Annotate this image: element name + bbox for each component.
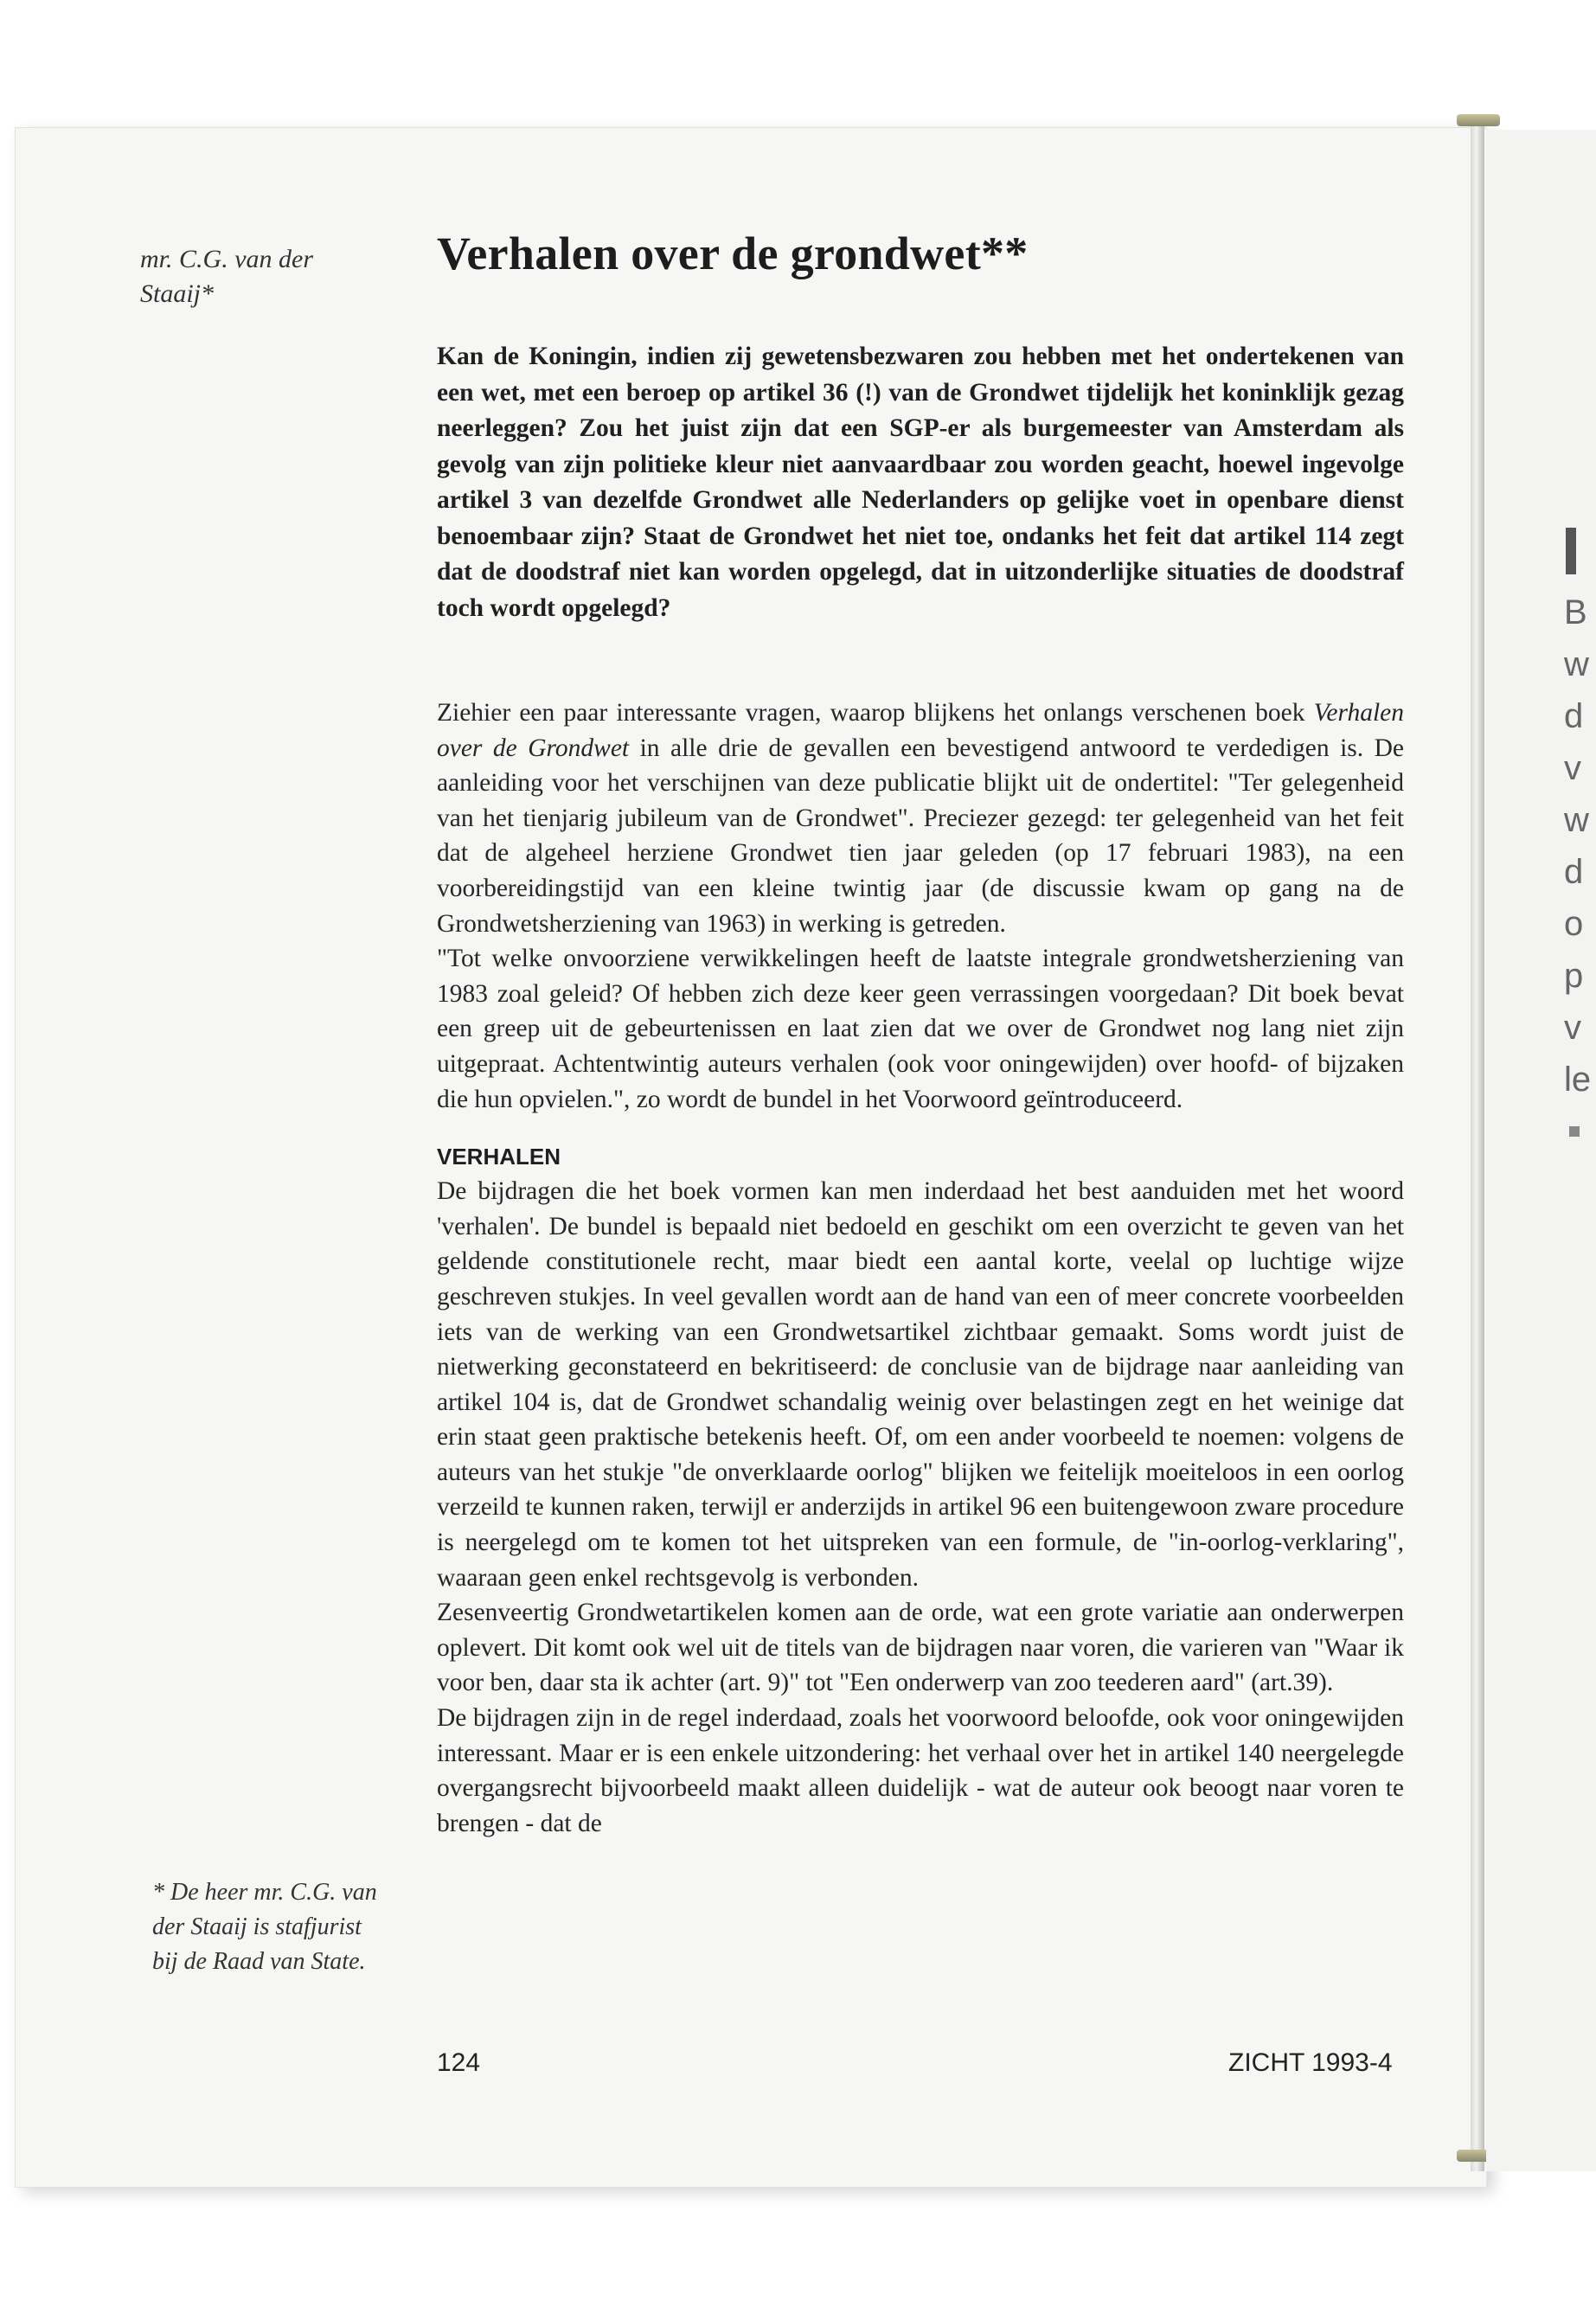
- binding-clip-top: [1457, 114, 1500, 126]
- paragraph-3: De bijdragen die het boek vormen kan men inderdaad het best aanduiden met het woord 'verhalen'. De bundel is bepaald niet bedoeld en geschikt om een overzicht te geven van het geldende constitutionele recht, maar biedt een aantal korte, veelal op luchtige wijze geschreven stukjes. In veel gevallen wordt aan de hand van een of meer concrete voorbeelden iets van de werking van een Grondwetsartikel zichtbaar gemaakt. Soms wordt juist de nietwerking geconstateerd en bekritiseerd: de conclusie van de bijdrage naar aanleiding van artikel 104 is, dat de Grondwet schandalig weinig over belastingen zegt en het weinige dat erin staat geen praktische betekenis heeft. Of, om een ander voorbeeld te noemen: volgens de auteurs van het stukje "de onverklaarde oorlog" blijken we feitelijk moeiteloos in een oorlog verzeild te kunnen raken, terwijl er anderzijds in artikel 96 een buitengewoon zware procedure is neergelegd om te komen tot het uitspreken van een formule, de "in-oorlog-verklaring", waaraan geen enkel rechtsgevolg is verbonden.: [437, 1177, 1404, 1592]
- paragraph-1: [437, 695, 1404, 941]
- section-heading: VERHALEN: [437, 1144, 561, 1170]
- adjacent-page-bar: [1566, 528, 1576, 574]
- adjacent-page-strip: [1486, 130, 1596, 2171]
- author-footnote: * De heer mr. C.G. van der Staaij is stafjurist bij de Raad van State.: [152, 1879, 377, 1975]
- author-byline: mr. C.G. van der Staaij*: [140, 245, 313, 308]
- section-gap: [437, 1117, 1404, 1139]
- journal-issue: ZICHT 1993-4: [1228, 2048, 1393, 2077]
- article-lede: Kan de Koningin, indien zij gewetensbezwaren zou hebben met het ondertekenen van een wet, met een beroep op artikel 36 (!) van de Grondwet tijdelijk het koninklijk gezag neerleggen? Zou het juist zijn dat een SGP-er als burgemeester van Amsterdam als gevolg van zijn politieke kleur niet aanvaardbaar zou worden geacht, hoewel ingevolge artikel 3 van dezelfde Grondwet alle Nederlanders op gelijke voet in openbare dienst benoembaar zijn? Staat de Grondwet het niet toe, ondanks het feit dat artikel 114 zegt dat de doodstraf niet kan worden opgelegd, dat in uitzonderlijke situaties de doodstraf toch wordt opgelegd?: [437, 343, 1404, 622]
- paragraph-2: "Tot welke onvoorziene verwikkelingen heeft de laatste integrale grondwetsherziening van 1983 zoal geleid? Of hebben zich deze keer geen verrassingen voorgedaan? Dit boek bevat een greep uit de gebeurtenissen en laat zien dat we over de Grondwet nog lang niet zijn uitgepraat. Achtentwintig auteurs verhalen (ook voor oningewijden) over hoofd- of bijzaken die hun opvielen.", zo wordt de bundel in het Voorwoord geïntroduceerd.: [437, 945, 1404, 1113]
- page-number: 124: [437, 2048, 481, 2077]
- book-title-italic: Verhalen over de Grondwet: [437, 699, 1404, 762]
- paragraph-4: Zesenveertig Grondwetartikelen komen aan de orde, wat een grote variatie aan onderwerpen oplevert. Dit komt ook wel uit de titels van de bijdragen naar voren, die varieren van "Waar ik voor ben, daar sta ik achter (art. 9)" tot "Een onderwerp van zoo teederen aard" (art.39).: [437, 1599, 1404, 1697]
- article-title: Verhalen over de grondwet**: [437, 228, 1029, 279]
- binding-spine: [1471, 121, 1484, 2171]
- article-body: [437, 695, 1404, 1841]
- adjacent-page-text: B w d v w d o p v le: [1564, 593, 1592, 1099]
- paragraph-1-start: Ziehier een paar interessante vragen, waarop blijkens het onlangs verschenen boek: [437, 699, 1314, 727]
- adjacent-page-end-mark: [1569, 1126, 1580, 1137]
- paragraph-1-end: in alle drie de gevallen een bevestigend antwoord te verdedigen is. De aanleiding voor het verschijnen van deze publicatie blijkt uit de ondertitel: "Ter gelegenheid van het tienjarig jubileum van de Grondwet". Preciezer gezegd: ter gelegenheid van het feit dat de algeheel herziene Grondwet tien jaar geleden (op 17 februari 1983), na een voorbereidingstijd van een kleine twintig jaar (de discussie kwam op gang na de Grondwetsherziening van 1963) in werking is getreden.: [437, 734, 1405, 938]
- paragraph-5: De bijdragen zijn in de regel inderdaad, zoals het voorwoord beloofde, ook voor oningewijden interessant. Maar er is een enkele uitzondering: het verhaal over het in artikel 140 neergelegde overgangsrecht bijvoorbeeld maakt alleen duidelijk - wat de auteur ook beoogt naar voren te brengen - dat de: [437, 1704, 1404, 1837]
